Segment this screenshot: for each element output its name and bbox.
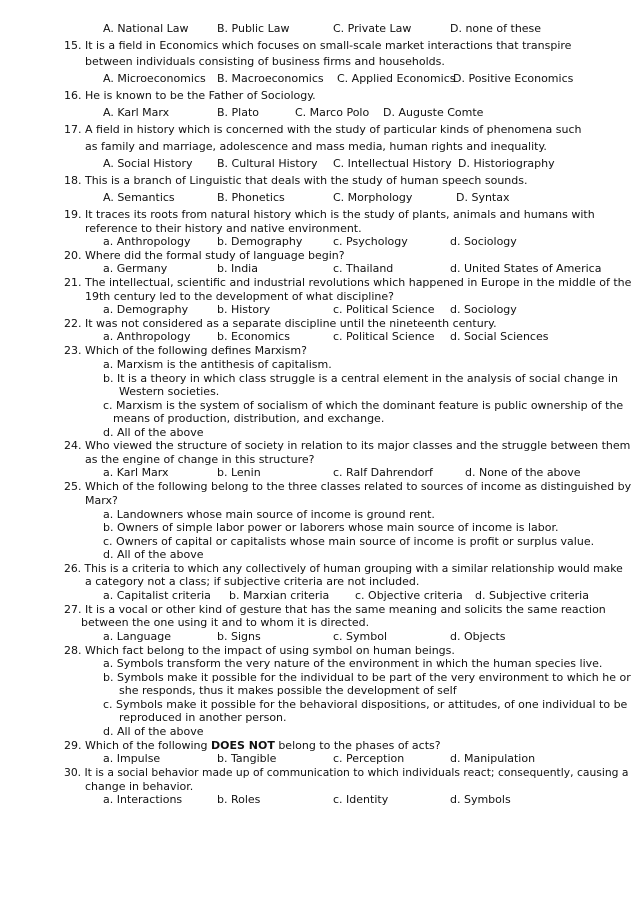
choice-a: A. Microeconomics	[103, 72, 206, 85]
question-text: 18. This is a branch of Linguistic that deals with the study of human speech sounds.	[64, 174, 528, 187]
question-text-continued: as the engine of change in this structure?	[85, 453, 315, 466]
choice-a: a. Germany	[103, 262, 168, 275]
choice-b: b. It is a theory in which class struggle is a central element in the analysis of social change in	[103, 372, 618, 385]
question-text-continued: as family and marriage, adolescence and mass media, human rights and inequality.	[85, 140, 547, 153]
question-text: 21. The intellectual, scientific and industrial revolutions which happened in Europe in the middle of the	[64, 276, 632, 289]
question-text-continued: between individuals consisting of business firms and households.	[85, 55, 445, 68]
choice-c: c. Psychology	[333, 235, 408, 248]
choice-d: d. Subjective criteria	[475, 589, 589, 602]
choice-d: d. Sociology	[450, 235, 517, 248]
question-text: 16. He is known to be the Father of Sociology.	[64, 89, 316, 102]
choice-b: b. Roles	[217, 793, 261, 806]
choice-c-continued: means of production, distribution, and exchange.	[113, 412, 385, 425]
choice-d: d. Symbols	[450, 793, 511, 806]
choice-a: A. Social History	[103, 157, 193, 170]
choice-c: c. Marxism is the system of socialism of which the dominant feature is public ownership of the	[103, 399, 624, 412]
choice-b: b. History	[217, 303, 271, 316]
choice-c: c. Objective criteria	[355, 589, 463, 602]
choice-b: B. Phonetics	[217, 191, 285, 204]
choice-a: A. Karl Marx	[103, 106, 170, 119]
question-text	[64, 739, 441, 752]
choice-d: d. Manipulation	[450, 752, 536, 765]
choice-a: A. Semantics	[103, 191, 175, 204]
choice-b: B. Public Law	[217, 22, 290, 35]
choice-a: a. Anthropology	[103, 330, 191, 343]
choice-c-continued: reproduced in another person.	[119, 711, 287, 724]
choice-d: D. Auguste Comte	[383, 106, 484, 119]
choice-c: c. Ralf Dahrendorf	[333, 466, 433, 479]
question-text-continued: a category not a class; if subjective criteria are not included.	[85, 575, 420, 588]
choice-c: c. Political Science	[333, 303, 435, 316]
question-text-end: belong to the phases of acts?	[274, 739, 441, 752]
question-text-start: 29. Which of the following	[64, 739, 212, 752]
choice-a: a. Demography	[103, 303, 189, 316]
choice-d: D. none of these	[450, 22, 542, 35]
emphasis-text: DOES NOT	[211, 739, 275, 752]
question-text: 26. This is a criteria to which any collectively of human grouping with a similar relationship would make	[64, 562, 623, 575]
choice-c: c. Symbols make it possible for the behavioral dispositions, or attitudes, of one individual to be	[103, 698, 628, 711]
choice-c: C. Private Law	[333, 22, 412, 35]
choice-a: a. Impulse	[103, 752, 161, 765]
choice-d: d. None of the above	[465, 466, 581, 479]
choice-c: c. Thailand	[333, 262, 394, 275]
choice-d: d. Social Sciences	[450, 330, 549, 343]
choice-a: a. Symbols transform the very nature of the environment in which the human species live.	[103, 657, 603, 670]
question-text: 24. Who viewed the structure of society in relation to its major classes and the struggle between them	[64, 439, 631, 452]
choice-a: a. Language	[103, 630, 172, 643]
choice-b: b. Tangible	[217, 752, 277, 765]
choice-c: C. Morphology	[333, 191, 413, 204]
choice-d: d. United States of America	[450, 262, 602, 275]
choice-b: B. Macroeconomics	[217, 72, 324, 85]
choice-b-continued: Western societies.	[119, 385, 220, 398]
question-text: 15. It is a field in Economics which focuses on small-scale market interactions that transpire	[64, 39, 572, 52]
question-text-continued: 19th century led to the development of what discipline?	[85, 290, 394, 303]
question-text: 28. Which fact belong to the impact of using symbol on human beings.	[64, 644, 455, 657]
question-text: 27. It is a vocal or other kind of gesture that has the same meaning and solicits the same reaction	[64, 603, 606, 616]
choice-c: c. Symbol	[333, 630, 388, 643]
question-text: 25. Which of the following belong to the three classes related to sources of income as distinguished by	[64, 480, 632, 493]
choice-c: C. Intellectual History	[333, 157, 452, 170]
question-text: 20. Where did the formal study of language begin?	[64, 249, 345, 262]
question-text-continued: Marx?	[85, 494, 118, 507]
choice-c: c. Identity	[333, 793, 389, 806]
choice-d: D. Historiography	[458, 157, 555, 170]
question-text: 22. It was not considered as a separate discipline until the nineteenth century.	[64, 317, 497, 330]
choice-a: a. Interactions	[103, 793, 183, 806]
choice-d: d. Objects	[450, 630, 506, 643]
choice-d: D. Syntax	[456, 191, 510, 204]
question-text-continued: change in behavior.	[85, 780, 194, 793]
choice-d: d. All of the above	[103, 548, 204, 561]
question-text: 17. A field in history which is concerned with the study of particular kinds of phenomena such	[64, 123, 582, 136]
choice-d: d. All of the above	[103, 725, 204, 738]
question-text: 19. It traces its roots from natural history which is the study of plants, animals and humans with	[64, 208, 595, 221]
choice-b: b. Marxian criteria	[229, 589, 330, 602]
choice-c: C. Marco Polo	[295, 106, 370, 119]
choice-b: b. Owners of simple labor power or laborers whose main source of income is labor.	[103, 521, 559, 534]
choice-a: a. Landowners whose main source of income is ground rent.	[103, 508, 435, 521]
choice-c: c. Perception	[333, 752, 405, 765]
question-text: 23. Which of the following defines Marxism?	[64, 344, 307, 357]
choice-a: a. Capitalist criteria	[103, 589, 211, 602]
choice-b: b. India	[217, 262, 258, 275]
question-text-continued: reference to their history and native environment.	[85, 222, 362, 235]
choice-d: d. Sociology	[450, 303, 517, 316]
choice-b: B. Cultural History	[217, 157, 318, 170]
choice-b: B. Plato	[217, 106, 260, 119]
choice-a: A. National Law	[103, 22, 189, 35]
choice-b-continued: she responds, thus it makes possible the development of self	[119, 684, 457, 697]
question-text-continued: between the one using it and to whom it is directed.	[81, 616, 370, 629]
choice-c: C. Applied Economics	[337, 72, 456, 85]
choice-a: a. Anthropology	[103, 235, 191, 248]
choice-c: c. Owners of capital or capitalists whose main source of income is profit or surplus value.	[103, 535, 595, 548]
question-text: 30. It is a social behavior made up of communication to which individuals react; consequently, causing a	[64, 766, 629, 779]
choice-b: b. Signs	[217, 630, 261, 643]
choice-b: b. Economics	[217, 330, 290, 343]
choice-d: D. Positive Economics	[453, 72, 574, 85]
choice-b: b. Demography	[217, 235, 303, 248]
choice-d: d. All of the above	[103, 426, 204, 439]
choice-b: b. Symbols make it possible for the individual to be part of the very environment to which he or	[103, 671, 631, 684]
choice-c: c. Political Science	[333, 330, 435, 343]
choice-a: a. Karl Marx	[103, 466, 169, 479]
choice-a: a. Marxism is the antithesis of capitalism.	[103, 358, 332, 371]
choice-b: b. Lenin	[217, 466, 261, 479]
